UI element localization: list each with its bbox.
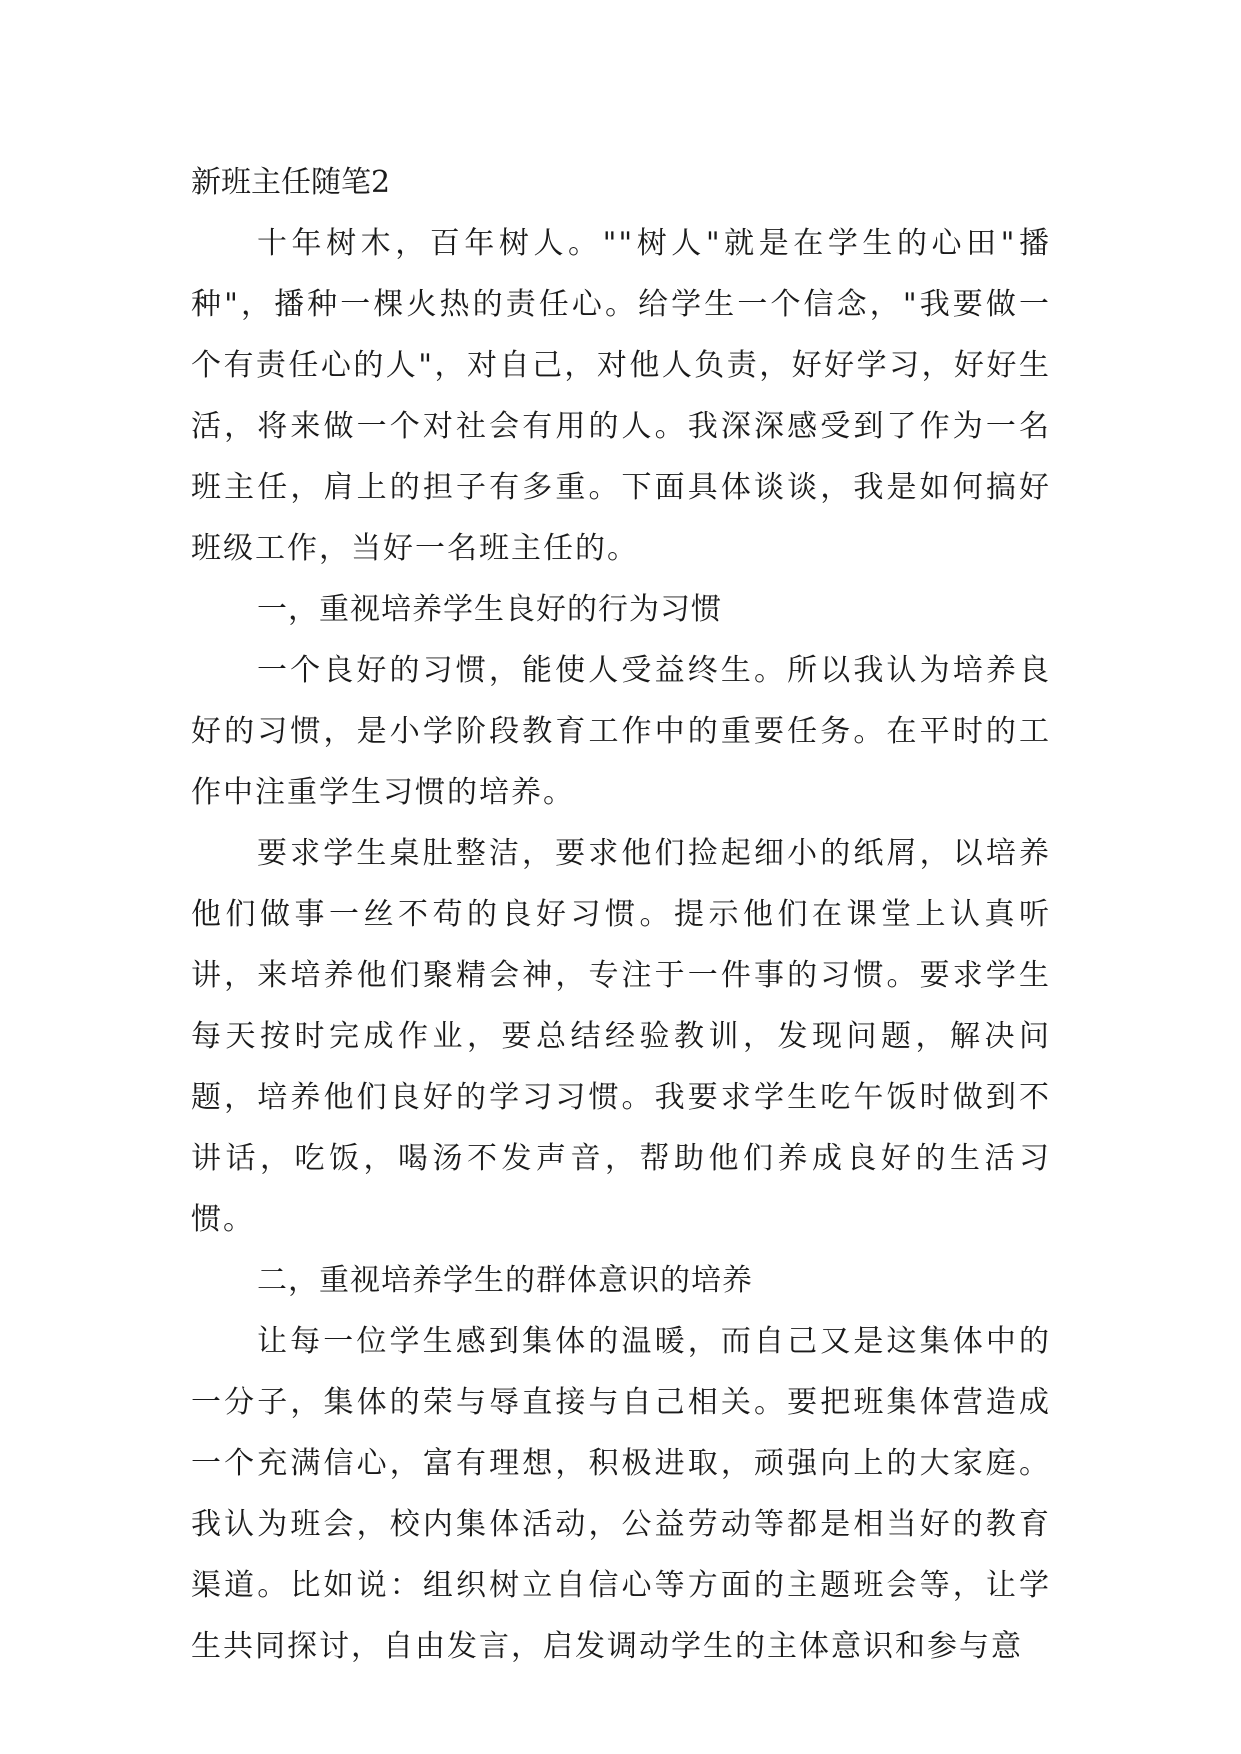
paragraph: 让每一位学生感到集体的温暖，而自己又是这集体中的一分子，集体的荣与辱直接与自己相关。要把班集体营造成一个充满信心，富有理想，积极进取，顽强向上的大家庭。我认为班会，校内集体活动，公益劳动等都是相当好的教育渠道。比如说：组织树立自信心等方面的主题班会等，让学生共同探讨，自由发言，启发调动学生的主体意识和参与意	[191, 1324, 1051, 1664]
paragraph: 一个良好的习惯，能使人受益终生。所以我认为培养良好的习惯，是小学阶段教育工作中的重要任务。在平时的工作中注重学生习惯的培养。	[191, 653, 1051, 810]
paragraph: 要求学生桌肚整洁，要求他们捡起细小的纸屑，以培养他们做事一丝不苟的良好习惯。提示他们在课堂上认真听讲，来培养他们聚精会神，专注于一件事的习惯。要求学生每天按时完成作业，要总结经验教训，发现问题，解决问题，培养他们良好的学习习惯。我要求学生吃午饭时做到不讲话，吃饭，喝汤不发声音，帮助他们养成良好的生活习惯。	[191, 836, 1051, 1237]
section-heading: 二，重视培养学生的群体意识的培养	[257, 1263, 753, 1298]
paragraph: 十年树木，百年树人。""树人"就是在学生的心田"播种"，播种一棵火热的责任心。给学生一个信念，"我要做一个有责任心的人"，对自己，对他人负责，好好学习，好好生活，将来做一个对社会有用的人。我深深感受到了作为一名班主任，肩上的担子有多重。下面具体谈谈，我是如何搞好班级工作，当好一名班主任的。	[191, 226, 1051, 566]
document-title: 新班主任随笔2	[191, 165, 391, 200]
section-heading: 一，重视培养学生良好的行为习惯	[257, 592, 722, 627]
document-body	[191, 152, 1051, 1677]
